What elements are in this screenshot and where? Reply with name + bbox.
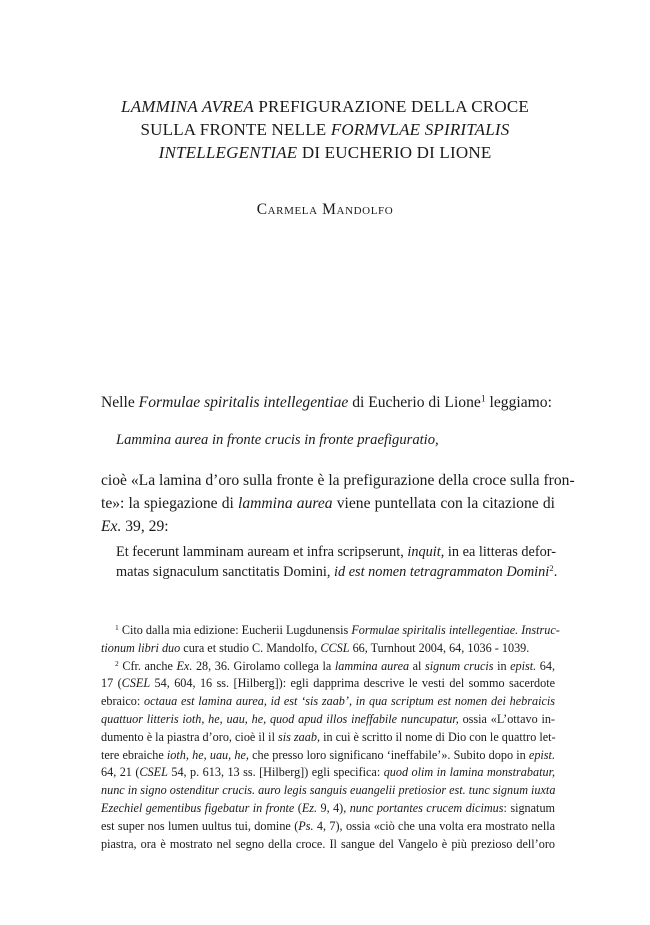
footnote-2-line: est super nos lumen uultus tui, domine (Ps. 4, 7), ossia «ciò che una volta era mostrato nella [101, 818, 556, 833]
footnote-2-line: piastra, ora è mostrato nel segno della croce. Il sangue del Vangelo è più prezioso dell’oro [101, 836, 555, 851]
intro-paragraph: Nelle Formulae spiritalis intellegentiae di Eucherio di Lione$^1$ leggiamo: [101, 393, 552, 411]
body-paragraph [101, 469, 575, 538]
footnote-2-line: $^2$ Cfr. anche Ex. 28, 36. Girolamo collega la lammina aurea al signum crucis in epist. 64, [115, 658, 556, 673]
footnote-1-line: tionum libri duo cura et studio C. Mandolfo, CCSL 66, Turnhout 2004, 64, 1036 - 1039. [101, 640, 530, 655]
footnotes [101, 622, 560, 853]
footnote-2-line: 17 (CSEL 54, 604, 16 ss. [Hilberg]): egli dapprima descrive le vesti del sommo sacerdote [101, 676, 555, 691]
block-quote-1: Lammina aurea in fronte crucis in fronte praefiguratio, [116, 432, 439, 448]
title-line-2: SULLA FRONTE NELLE FORMVLAE SPIRITALIS [140, 120, 510, 139]
article-title [80, 95, 570, 164]
author-name: Carmela Mandolfo [256, 201, 394, 218]
quote-line: matas signaculum sanctitatis Domini, id est nomen tetragrammaton Domini$^2$. [116, 563, 558, 580]
paragraph-line: te»: la spiegazione di lammina aurea viene puntellata con la citazione di [101, 495, 555, 512]
title-line-3: INTELLEGENTIAE DI EUCHERIO DI LIONE [158, 143, 492, 162]
footnote-2-line: dumento è la piastra d’oro, cioè il il sis zaab, in cui è scritto il nome di Dio con le quattro let- [101, 729, 556, 744]
footnote-2-line: 64, 21 (CSEL 54, p. 613, 13 ss. [Hilberg]) egli specifica: quod olim in lamina monstrabatur, [101, 765, 556, 780]
paragraph-line: Ex. 39, 29: [101, 518, 169, 535]
footnote-2-line: quattuor litteris ioth, he, uau, he, quod apud illos ineffabile nuncupatur, ossia «L’ottavo in- [101, 711, 555, 726]
footnote-2-line: Ezechiel gementibus figebatur in fronte (Ez. 9, 4), nunc portantes crucem dicimus: signatum [101, 800, 556, 815]
footnote-2-line: ebraico: octaua est lamina aurea, id est ‘sis zaab’, in qua scriptum est nomen dei hebraicis [101, 694, 555, 709]
paragraph-line: cioè «La lamina d’oro sulla fronte è la prefigurazione della croce sulla fron- [101, 472, 575, 489]
block-quote-2 [116, 542, 558, 582]
title-line-1: LAMMINA AVREA PREFIGURAZIONE DELLA CROCE [121, 97, 529, 116]
footnote-2-line: nunc in signo ostenditur crucis. auro legis sanguis euangelii pretiosior est. tunc signum iuxta [101, 783, 556, 798]
footnote-ref-1[interactable]: 1 [480, 393, 486, 405]
footnote-ref-2[interactable]: 2 [549, 563, 554, 574]
footnote-2-line: tere ebraiche ioth, he, uau, he, che presso loro significano ‘ineffabile’». Subito dopo in epist. [101, 747, 555, 762]
footnote-1-line: $^1$ Cito dalla mia edizione: Eucherii Lugdunensis Formulae spiritalis intellegentiae. Instruc- [115, 622, 560, 637]
quote-line: Et fecerunt lamminam auream et infra scripserunt, inquit, in ea litteras defor- [116, 544, 556, 560]
